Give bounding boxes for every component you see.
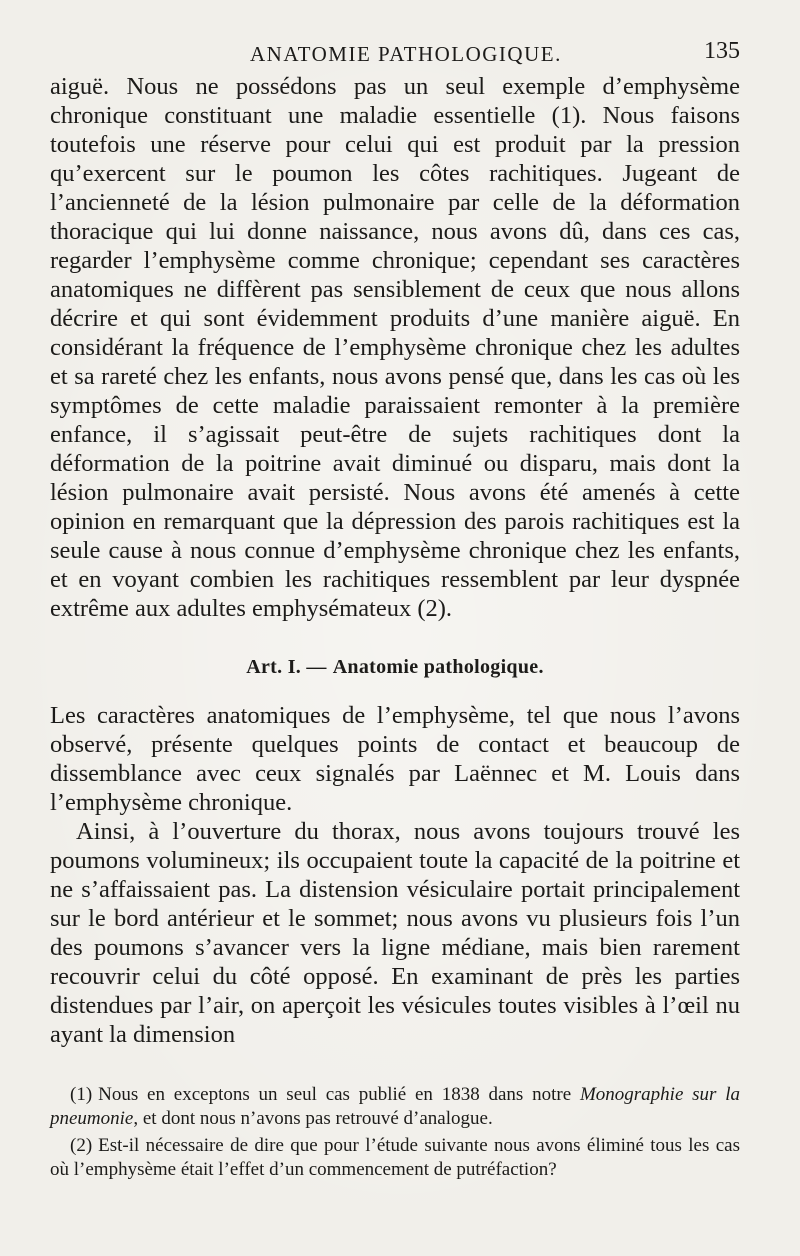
footnote-2 — [50, 1134, 740, 1182]
footnote-1-italic-title: Monographie sur la pneumonie — [50, 1084, 740, 1129]
footnotes — [50, 1083, 740, 1182]
page-header — [50, 36, 740, 72]
page-number: 135 — [704, 38, 740, 64]
footnote-2-number: (2) — [70, 1135, 93, 1156]
section-heading — [50, 656, 740, 679]
intro-paragraph: aiguë. Nous ne possédons pas un seul exemple d’emphysème chronique constituant une maladie essentielle (1). Nous faisons toutefois une réserve pour celui qui est produit par la pression qu’exercent sur le poumon les côtes rachitiques. Jugeant de l’ancienneté de la lésion pulmonaire par celle de la déformation thoracique qui lui donne naissance, nous avons dû, dans ces cas, regarder l’emphysème comme chronique; cependant ses caractères anatomiques ne diffèrent pas sensiblement de ceux que nous allons décrire et qui sont évidemment produits d’une manière aiguë. En considérant la fréquence de l’emphysème chronique chez les adultes et sa rareté chez les enfants, nous avons pensé que, dans les cas où les symptômes de cette maladie paraissaient remonter à la première enfance, il s’agissait peut-être de sujets rachitiques dont la déformation de la poitrine avait diminué ou disparu, mais dont la lésion pulmonaire avait persisté. Nous avons été amenés à cette opinion en remarquant que la dépression des parois rachitiques est la seule cause à nous connue d’emphysème chronique chez les enfants, et en voyant combien les rachitiques ressemblent par leur dyspnée extrême aux adultes emphysémateux (2). — [50, 73, 740, 622]
running-title: ANATOMIE PATHOLOGIQUE. — [250, 42, 562, 66]
footnote-1-text-before: Nous en exceptons un seul cas publié en 1838 dans notre — [98, 1084, 572, 1105]
section-article-label: Art. I. — — [246, 656, 327, 678]
footnote-2-text: Est-il nécessaire de dire que pour l’étude suivante nous avons éliminé tous les cas où l’emphysème était l’effet d’un commencement de putréfaction? — [50, 1135, 740, 1180]
footnote-1 — [50, 1083, 740, 1131]
paragraph-1: Les caractères anatomiques de l’emphysème, tel que nous l’avons observé, présente quelques points de contact et beaucoup de dissemblance avec ceux signalés par Laënnec et M. Louis dans l’emphysème chronique. — [50, 702, 740, 816]
section-title: Anatomie pathologique. — [332, 656, 544, 678]
footnote-1-number: (1) — [70, 1084, 93, 1105]
footnote-1-text-after: , et dont nous n’avons pas retrouvé d’analogue. — [133, 1108, 493, 1129]
paragraph-2: Ainsi, à l’ouverture du thorax, nous avons toujours trouvé les poumons volumineux; ils occupaient toute la capacité de la poitrine et ne s’affaissaient pas. La distension vésiculaire portait principalement sur le bord antérieur et le sommet; nous avons vu plusieurs fois l’un des poumons s’avancer vers la ligne médiane, mais bien rarement recouvrir celui du côté opposé. En examinant de près les parties distendues par l’air, on aperçoit les vésicules toutes visibles à l’œil nu ayant la dimension — [50, 818, 740, 1048]
body-text — [50, 72, 740, 1049]
